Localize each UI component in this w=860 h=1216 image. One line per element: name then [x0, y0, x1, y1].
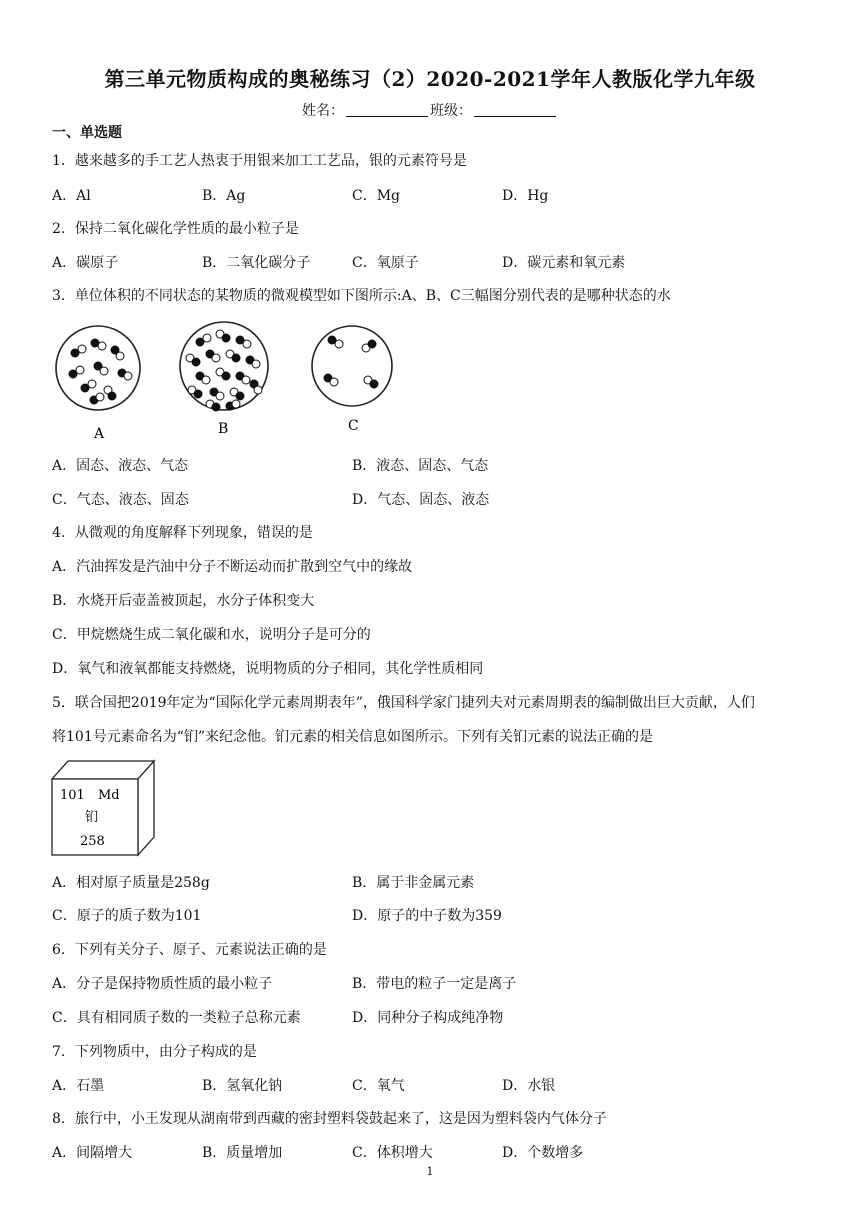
option: D．Hg: [502, 188, 549, 204]
option: B．带电的粒子一定是离子: [352, 976, 517, 992]
option: D．碳元素和氧元素: [502, 255, 626, 271]
page-number: 1: [426, 1165, 434, 1178]
element-symbol: Md: [98, 788, 120, 803]
option: C．Mg: [352, 188, 401, 204]
option: C．氧原子: [352, 255, 419, 271]
option: D．同种分子构成纯净物: [352, 1010, 504, 1026]
atomic-mass: 258: [80, 834, 105, 849]
option: D．氧气和液氧都能支持燃烧，说明物质的分子相同，其化学性质相同: [52, 661, 484, 677]
atomic-number: 101: [60, 788, 85, 803]
option: D．个数增多: [502, 1145, 584, 1161]
model-c-circle: [312, 326, 392, 406]
question-2-stem: 2．保持二氧化碳化学性质的最小粒子是: [52, 221, 299, 237]
question-3-stem: 3．单位体积的不同状态的某物质的微观模型如下图所示:A、B、C三幅图分别代表的是哪种状态的水: [52, 288, 671, 304]
model-a-label: A: [94, 426, 105, 442]
option: B．二氧化碳分子: [202, 255, 311, 271]
name-blank: [346, 102, 428, 117]
option: A．汽油挥发是汽油中分子不断运动而扩散到空气中的缘故: [52, 559, 413, 575]
question-8-stem: 8．旅行中，小王发现从湖南带到西藏的密封塑料袋鼓起来了，这是因为塑料袋内气体分子: [52, 1111, 607, 1127]
option: D．原子的中子数为359: [352, 908, 502, 924]
option: A．Al: [52, 188, 91, 204]
option: B．氢氧化钠: [202, 1078, 283, 1094]
option: C．具有相同质子数的一类粒子总称元素: [52, 1010, 301, 1026]
question-6-stem: 6．下列有关分子、原子、元素说法正确的是: [52, 942, 327, 958]
water-state-models-figure: [50, 318, 410, 443]
question-5-stem: 5．联合国把2019年定为“国际化学元素周期表年”，俄国科学家门捷列夫对元素周期表的编制做出巨大贡献，人们: [52, 695, 755, 711]
option: B．液态、固态、气态: [352, 458, 489, 474]
option: B．属于非金属元素: [352, 875, 475, 891]
class-label: 班级：: [430, 103, 472, 119]
option: A．分子是保持物质性质的最小粒子: [52, 976, 273, 992]
page-title: 第三单元物质构成的奥秘练习（2）2020-2021学年人教版化学九年级: [104, 67, 756, 91]
mendelevium-element-cube: [48, 757, 158, 857]
option: A．相对原子质量是258g: [52, 875, 210, 891]
option: A．碳原子: [52, 255, 119, 271]
model-c-label: C: [348, 418, 359, 434]
option: B．Ag: [202, 188, 246, 204]
option: D．水银: [502, 1078, 556, 1094]
option: C．氧气: [352, 1078, 405, 1094]
option: C．体积增大: [352, 1145, 433, 1161]
option: A．间隔增大: [52, 1145, 133, 1161]
option: D．气态、固态、液态: [352, 492, 490, 508]
section-heading: 一、单选题: [52, 125, 122, 141]
question-7-stem: 7．下列物质中，由分子构成的是: [52, 1044, 257, 1060]
element-name: 钔: [85, 810, 99, 825]
name-label: 姓名：: [302, 103, 344, 119]
option: C．原子的质子数为101: [52, 908, 202, 924]
question-1-stem: 1．越来越多的手工艺人热衷于用银来加工工艺品，银的元素符号是: [52, 153, 467, 169]
option: A．固态、液态、气态: [52, 458, 189, 474]
option: B．质量增加: [202, 1145, 283, 1161]
option: A．石墨: [52, 1078, 105, 1094]
class-blank: [474, 102, 556, 117]
option: B．水烧开后壶盖被顶起，水分子体积变大: [52, 593, 315, 609]
model-b-label: B: [218, 421, 229, 437]
question-4-stem: 4．从微观的角度解释下列现象，错误的是: [52, 525, 313, 541]
question-5-stem-cont: 将101号元素命名为“钔”来纪念他。钔元素的相关信息如图所示。下列有关钔元素的说法正确的是: [52, 729, 654, 745]
option: C．甲烷燃烧生成二氧化碳和水，说明分子是可分的: [52, 627, 371, 643]
option: C．气态、液态、固态: [52, 492, 189, 508]
student-info-line: [0, 100, 860, 120]
